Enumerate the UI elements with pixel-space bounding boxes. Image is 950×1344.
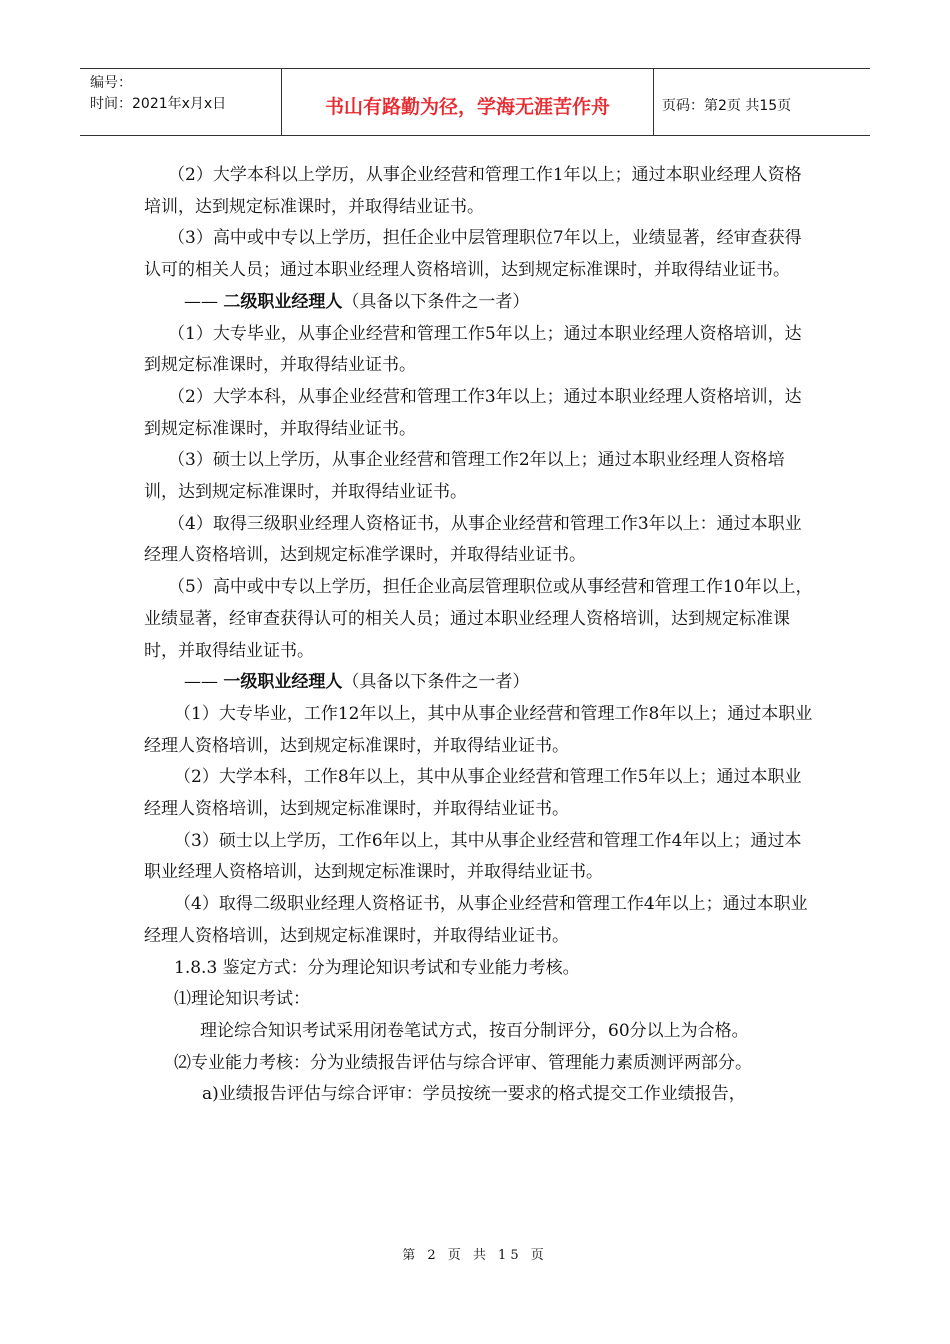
header-motto: 书山有路勤为径，学海无涯苦作舟 [282, 69, 654, 135]
heading-title: 一级职业经理人 [223, 672, 343, 693]
paragraph: （4）取得二级职业经理人资格证书，从事企业经营和管理工作4年以上；通过本职业经理人资格培训，达到规定标准课时，并取得结业证书。 [144, 894, 808, 946]
document-time: 时间：2021年x月x日 [90, 96, 227, 112]
heading-dash: —— [184, 672, 224, 693]
paragraph: （2）大学本科以上学历，从事企业经营和管理工作1年以上；通过本职业经理人资格培训，达到规定标准课时，并取得结业证书。 [144, 165, 802, 217]
header-meta [80, 69, 282, 135]
page-header [80, 68, 870, 136]
paragraph: （2）大学本科，从事企业经营和管理工作3年以上；通过本职业经理人资格培训，达到规定标准课时，并取得结业证书。 [144, 386, 802, 439]
section-heading-level1 [144, 667, 814, 699]
paragraph: （3）硕士以上学历，从事企业经营和管理工作2年以上；通过本职业经理人资格培训，达到规定标准课时，并取得结业证书。 [144, 450, 785, 503]
paragraph: （1）大专毕业，工作12年以上，其中从事企业经营和管理工作8年以上；通过本职业经理人资格培训，达到规定标准课时，并取得结业证书。 [144, 703, 813, 756]
paragraph: （4）取得三级职业经理人资格证书，从事企业经营和管理工作3年以上：通过本职业经理人资格培训，达到规定标准学课时，并取得结业证书。 [144, 513, 802, 566]
paragraph: 1.8.3 鉴定方式：分为理论知识考试和专业能力考核。 [174, 957, 580, 978]
paragraph: （3）硕士以上学历，工作6年以上，其中从事企业经营和管理工作4年以上；通过本职业经理人资格培训，达到规定标准课时，并取得结业证书。 [144, 830, 802, 883]
paragraph: （1）大专毕业，从事企业经营和管理工作5年以上；通过本职业经理人资格培训，达到规定标准课时，并取得结业证书。 [144, 323, 802, 376]
heading-rest: （具备以下条件之一者） [342, 291, 530, 312]
page-footer: 第 2 页 共 15 页 [402, 1248, 548, 1263]
section-heading-level2 [144, 287, 814, 319]
heading-dash: —— [184, 291, 224, 312]
paragraph: ⑵专业能力考核：分为业绩报告评估与综合评审、管理能力素质测评两部分。 [174, 1052, 752, 1073]
document-number-label: 编号： [90, 75, 132, 91]
paragraph: （5）高中或中专以上学历，担任企业高层管理职位或从事经营和管理工作10年以上，业绩显著，经审查获得认可的相关人员；通过本职业经理人资格培训，达到规定标准课时，并取得结业证书。 [144, 577, 813, 661]
paragraph: （3）高中或中专以上学历，担任企业中层管理职位7年以上，业绩显著，经审查获得认可的相关人员；通过本职业经理人资格培训，达到规定标准课时，并取得结业证书。 [144, 228, 802, 281]
heading-rest: （具备以下条件之一者） [342, 672, 530, 693]
heading-title: 二级职业经理人 [223, 291, 343, 312]
header-page-info: 页码：第2页 共15页 [662, 98, 792, 114]
document-body [144, 160, 814, 1111]
paragraph: 理论综合知识考试采用闭卷笔试方式，按百分制评分，60分以上为合格。 [200, 1020, 749, 1041]
paragraph: a)业绩报告评估与综合评审：学员按统一要求的格式提交工作业绩报告， [202, 1084, 746, 1105]
paragraph: ⑴理论知识考试： [174, 989, 310, 1010]
paragraph: （2）大学本科，工作8年以上，其中从事企业经营和管理工作5年以上；通过本职业经理人资格培训，达到规定标准课时，并取得结业证书。 [144, 767, 802, 820]
